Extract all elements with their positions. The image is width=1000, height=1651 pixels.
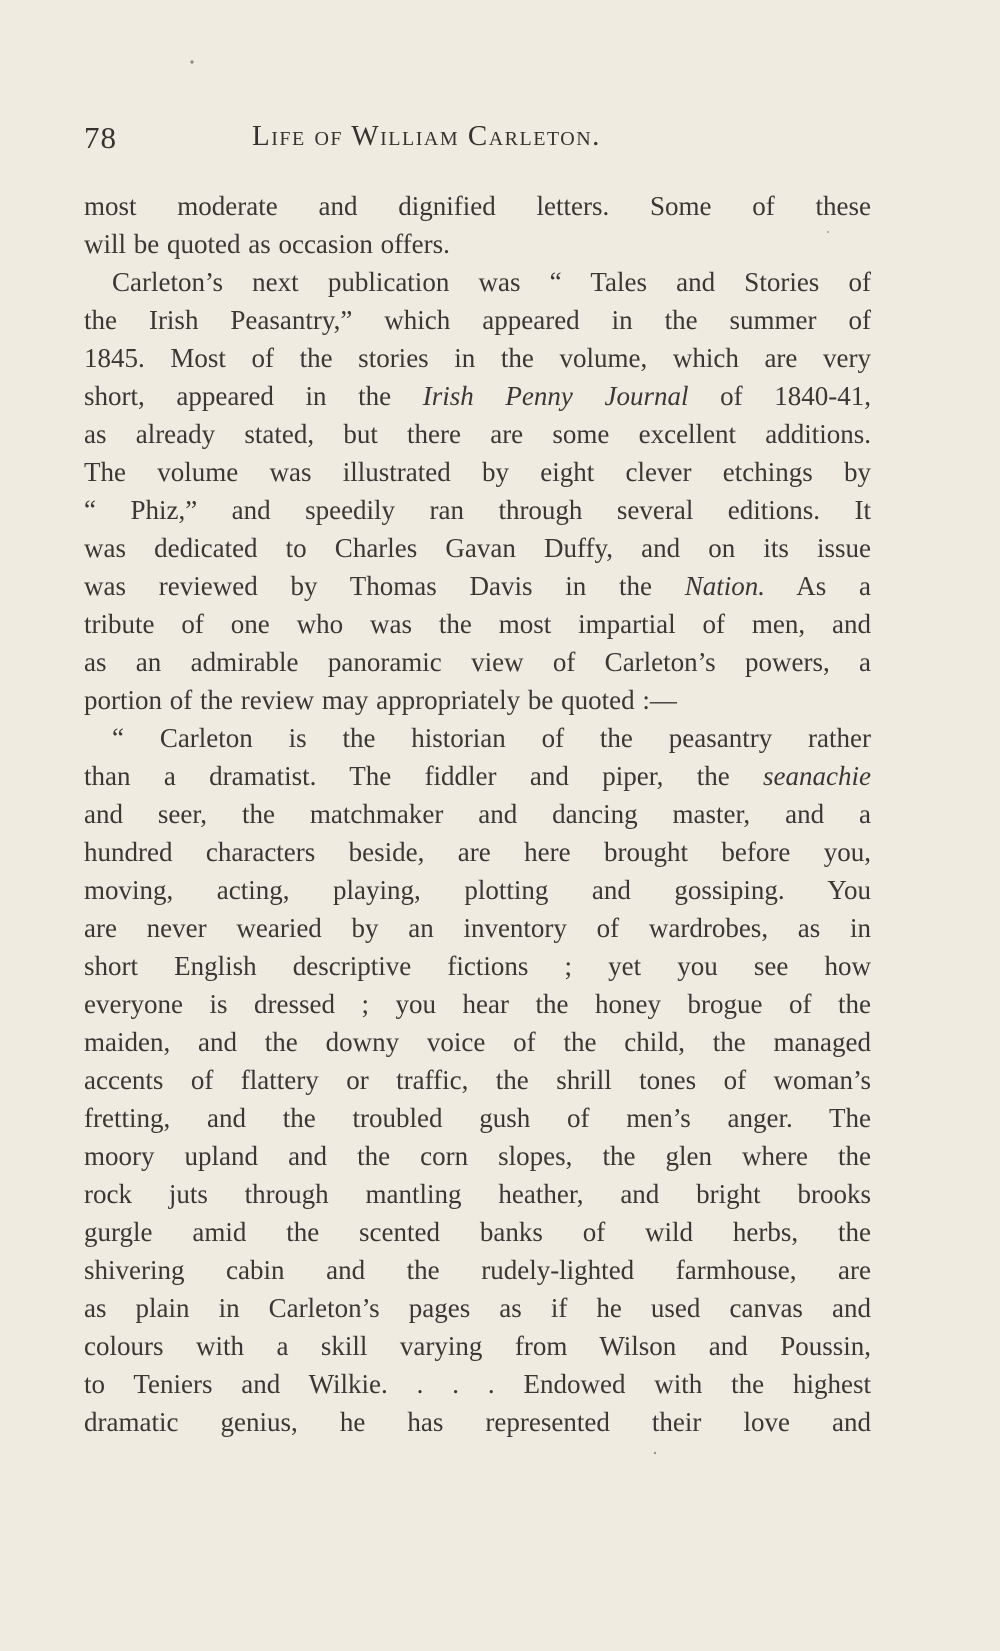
text-segment: was reviewed by Thomas Davis in the <box>84 571 685 601</box>
text-line: “ Carleton is the historian of the peasantry rather <box>112 723 871 753</box>
italic-title: Irish Penny Journal <box>422 381 689 411</box>
text-line: was dedicated to Charles Gavan Duffy, and on its issue <box>84 533 871 563</box>
text-line: 1845. Most of the stories in the volume, which are very <box>84 343 871 373</box>
text-line: the Irish Peasantry,” which appeared in the summer of <box>84 305 871 335</box>
text-segment: As a <box>764 571 871 601</box>
text-line: will be quoted as occasion offers. <box>84 229 450 259</box>
text-line: as already stated, but there are some excellent additions. <box>84 419 871 449</box>
italic-word: seanachie <box>763 761 871 791</box>
text-line: colours with a skill varying from Wilson and Poussin, <box>84 1331 871 1361</box>
text-line: Carleton’s next publication was “ Tales and Stories of <box>112 267 871 297</box>
text-segment: short, appeared in the <box>84 381 423 411</box>
text-line: “ Phiz,” and speedily ran through several editions. It <box>84 495 871 525</box>
text-line: tribute of one who was the most impartial of men, and <box>84 609 871 639</box>
text-line: everyone is dressed ; you hear the honey brogue of the <box>84 989 871 1019</box>
text-line: fretting, and the troubled gush of men’s anger. The <box>84 1103 871 1133</box>
text-line: most moderate and dignified letters. Some of these <box>84 191 871 221</box>
text-line: moving, acting, playing, plotting and gossiping. You <box>84 875 871 905</box>
text-segment: than a dramatist. The fiddler and piper, the <box>84 761 764 791</box>
text-line: and seer, the matchmaker and dancing master, and a <box>84 799 871 829</box>
paper-speck <box>654 1452 656 1454</box>
text-line: portion of the review may appropriately be quoted :— <box>84 685 677 715</box>
text-line: moory upland and the corn slopes, the glen where the <box>84 1141 871 1171</box>
text-line: accents of flattery or traffic, the shrill tones of woman’s <box>84 1065 871 1095</box>
text-line: maiden, and the downy voice of the child, the managed <box>84 1027 871 1057</box>
text-line: shivering cabin and the rudely-lighted farmhouse, are <box>84 1255 871 1285</box>
paper-speck <box>827 231 829 233</box>
italic-title: Nation. <box>684 571 765 601</box>
text-line: gurgle amid the scented banks of wild herbs, the <box>84 1217 871 1247</box>
text-line: The volume was illustrated by eight clever etchings by <box>84 457 871 487</box>
text-line: rock juts through mantling heather, and bright brooks <box>84 1179 871 1209</box>
text-line: as an admirable panoramic view of Carleton’s powers, a <box>84 647 871 677</box>
text-line: dramatic genius, he has represented their love and <box>84 1407 871 1437</box>
paper-speck <box>190 60 193 63</box>
text-line: to Teniers and Wilkie. . . . Endowed with the highest <box>84 1369 871 1399</box>
text-line: as plain in Carleton’s pages as if he used canvas and <box>84 1293 871 1323</box>
text-segment: of 1840-41, <box>688 381 871 411</box>
running-title: Life of William Carleton. <box>252 120 601 152</box>
text-line: hundred characters beside, are here brought before you, <box>84 837 871 867</box>
page-number: 78 <box>84 120 117 155</box>
text-line: are never wearied by an inventory of wardrobes, as in <box>84 913 871 943</box>
text-line: short English descriptive fictions ; yet you see how <box>84 951 871 981</box>
